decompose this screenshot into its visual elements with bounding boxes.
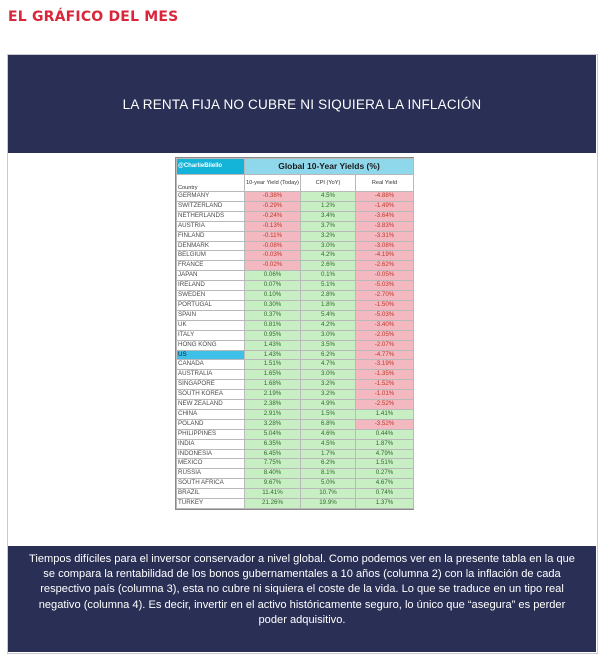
cpi-cell: 2.6% [301,261,356,271]
header-yield: 10-year Yield (Today) [245,175,301,192]
real-yield-cell: 0.44% [356,429,414,439]
country-cell: ITALY [177,330,245,340]
yield-cell: 2.91% [245,409,301,419]
table-row [177,261,414,271]
yield-cell: 1.68% [245,380,301,390]
cpi-cell: 4.2% [301,251,356,261]
header-country: Country [177,175,245,192]
country-cell: US [177,350,245,360]
country-cell: POLAND [177,419,245,429]
yield-cell: 1.65% [245,370,301,380]
table-row [177,360,414,370]
header-cpi: CPI (YoY) [301,175,356,192]
country-cell: JAPAN [177,271,245,281]
real-yield-cell: -1.52% [356,380,414,390]
yield-cell: 11.41% [245,489,301,499]
country-cell: PORTUGAL [177,300,245,310]
country-cell: NETHERLANDS [177,211,245,221]
cpi-cell: 4.9% [301,400,356,410]
yield-cell: 3.28% [245,419,301,429]
country-cell: BRAZIL [177,489,245,499]
yield-cell: 8.40% [245,469,301,479]
cpi-cell: 4.5% [301,439,356,449]
yield-cell: -0.03% [245,251,301,261]
country-cell: MEXICO [177,459,245,469]
cpi-cell: 19.9% [301,499,356,509]
cpi-cell: 3.7% [301,221,356,231]
real-yield-cell: -3.08% [356,241,414,251]
table-row [177,211,414,221]
cpi-cell: 1.2% [301,201,356,211]
real-yield-cell: -4.77% [356,350,414,360]
cpi-cell: 4.5% [301,192,356,202]
country-cell: RUSSIA [177,469,245,479]
table-row [177,390,414,400]
table-row [177,489,414,499]
yield-cell: 0.30% [245,300,301,310]
country-cell: BELGIUM [177,251,245,261]
real-yield-cell: -2.07% [356,340,414,350]
yield-cell: -0.24% [245,211,301,221]
real-yield-cell: -3.64% [356,211,414,221]
cpi-cell: 1.8% [301,300,356,310]
cpi-cell: 4.2% [301,320,356,330]
yield-cell: 1.43% [245,340,301,350]
table-row [177,330,414,340]
table-row [177,429,414,439]
table-row [177,400,414,410]
real-yield-cell: -2.05% [356,330,414,340]
cpi-cell: 4.7% [301,360,356,370]
cpi-cell: 6.2% [301,459,356,469]
cpi-cell: 6.2% [301,350,356,360]
table-row [177,310,414,320]
header-real: Real Yield [356,175,414,192]
country-cell: TURKEY [177,499,245,509]
country-cell: INDIA [177,439,245,449]
yield-cell: -0.08% [245,241,301,251]
cpi-cell: 0.1% [301,271,356,281]
country-cell: NEW ZEALAND [177,400,245,410]
yield-cell: 0.37% [245,310,301,320]
yield-cell: 0.07% [245,281,301,291]
cpi-cell: 3.2% [301,231,356,241]
country-cell: CHINA [177,409,245,419]
author-tag: @CharlieBilello [177,159,245,175]
country-cell: GERMANY [177,192,245,202]
cpi-cell: 3.5% [301,340,356,350]
real-yield-cell: -4.88% [356,192,414,202]
cpi-cell: 2.8% [301,291,356,301]
real-yield-cell: 1.37% [356,499,414,509]
cpi-cell: 10.7% [301,489,356,499]
table-row [177,409,414,419]
yields-table [176,158,414,509]
yield-cell: 5.04% [245,429,301,439]
yield-cell: 0.10% [245,291,301,301]
country-cell: PHILIPPINES [177,429,245,439]
real-yield-cell: -3.83% [356,221,414,231]
cpi-cell: 3.2% [301,390,356,400]
yield-cell: 7.75% [245,459,301,469]
cpi-cell: 3.2% [301,380,356,390]
country-cell: SWITZERLAND [177,201,245,211]
cpi-cell: 3.0% [301,241,356,251]
column-header-row [177,175,414,192]
real-yield-cell: -5.03% [356,281,414,291]
cpi-cell: 1.7% [301,449,356,459]
real-yield-cell: -3.52% [356,419,414,429]
yield-cell: -0.38% [245,192,301,202]
table-row [177,380,414,390]
real-yield-cell: 4.79% [356,449,414,459]
yield-cell: 2.38% [245,400,301,410]
table-row [177,370,414,380]
yield-cell: -0.13% [245,221,301,231]
table-row [177,439,414,449]
country-cell: SPAIN [177,310,245,320]
real-yield-cell: 0.27% [356,469,414,479]
table-row [177,469,414,479]
banner [8,55,596,153]
real-yield-cell: -3.31% [356,231,414,241]
country-cell: FINLAND [177,231,245,241]
table-row [177,479,414,489]
country-cell: FRANCE [177,261,245,271]
section-title: EL GRÁFICO DEL MES [8,9,179,25]
real-yield-cell: -1.01% [356,390,414,400]
yield-cell: 6.35% [245,439,301,449]
table-title: Global 10-Year Yields (%) [245,159,414,175]
real-yield-cell: 0.74% [356,489,414,499]
table-row [177,221,414,231]
country-cell: IRELAND [177,281,245,291]
table-row [177,449,414,459]
table-row [177,192,414,202]
real-yield-cell: -2.52% [356,400,414,410]
yield-cell: 0.06% [245,271,301,281]
table-row [177,241,414,251]
country-cell: SINGAPORE [177,380,245,390]
real-yield-cell: -2.70% [356,291,414,301]
country-cell: HONG KONG [177,340,245,350]
table-row [177,499,414,509]
real-yield-cell: 1.87% [356,439,414,449]
real-yield-cell: -3.19% [356,360,414,370]
yield-cell: -0.02% [245,261,301,271]
real-yield-cell: 1.41% [356,409,414,419]
country-cell: AUSTRIA [177,221,245,231]
real-yield-cell: -1.49% [356,201,414,211]
table-row [177,251,414,261]
country-cell: SOUTH AFRICA [177,479,245,489]
banner-title: LA RENTA FIJA NO CUBRE NI SIQUIERA LA INFLACIÓN [122,97,482,112]
real-yield-cell: -3.40% [356,320,414,330]
yield-cell: 0.95% [245,330,301,340]
table-row [177,459,414,469]
country-cell: SOUTH KOREA [177,390,245,400]
cpi-cell: 5.1% [301,281,356,291]
cpi-cell: 3.0% [301,370,356,380]
yield-cell: 6.45% [245,449,301,459]
yield-cell: 21.26% [245,499,301,509]
table-row [177,271,414,281]
country-cell: AUSTRALIA [177,370,245,380]
cpi-cell: 3.0% [301,330,356,340]
real-yield-cell: -4.19% [356,251,414,261]
table-row [177,300,414,310]
table-row [177,320,414,330]
real-yield-cell: 4.67% [356,479,414,489]
yield-cell: 9.67% [245,479,301,489]
real-yield-cell: -1.50% [356,300,414,310]
caption: Tiempos difíciles para el inversor conservador a nivel global. Como podemos ver en la presente tabla en la que se compara la rentabilidad de los bonos gubernamentales a 10 años (columna 2) con la inflación de cada respectivo país (columna 3), esta no cubre ni siquiera el coste de la vida. Lo que se traduce en un tipo real negativo (columna 4). Es decir, invertir en el activo históricamente seguro, lo único que “asegura” es perder poder adquisitivo. [8,546,596,652]
country-cell: CANADA [177,360,245,370]
yield-cell: -0.11% [245,231,301,241]
cpi-cell: 5.0% [301,479,356,489]
yields-table-container [175,157,414,510]
real-yield-cell: -0.05% [356,271,414,281]
country-cell: DENMARK [177,241,245,251]
cpi-cell: 1.5% [301,409,356,419]
real-yield-cell: -1.35% [356,370,414,380]
cpi-cell: 5.4% [301,310,356,320]
table-title-row [177,159,414,175]
cpi-cell: 6.8% [301,419,356,429]
table-row [177,201,414,211]
yield-cell: 1.51% [245,360,301,370]
country-cell: SWEDEN [177,291,245,301]
cpi-cell: 4.6% [301,429,356,439]
real-yield-cell: 1.51% [356,459,414,469]
country-cell: UK [177,320,245,330]
yield-cell: -0.29% [245,201,301,211]
table-row [177,291,414,301]
real-yield-cell: -5.03% [356,310,414,320]
table-row [177,419,414,429]
real-yield-cell: -2.62% [356,261,414,271]
table-row [177,350,414,360]
yield-cell: 2.19% [245,390,301,400]
table-row [177,340,414,350]
yield-cell: 1.43% [245,350,301,360]
country-cell: INDONESIA [177,449,245,459]
table-row [177,281,414,291]
cpi-cell: 8.1% [301,469,356,479]
cpi-cell: 3.4% [301,211,356,221]
yield-cell: 0.81% [245,320,301,330]
table-row [177,231,414,241]
